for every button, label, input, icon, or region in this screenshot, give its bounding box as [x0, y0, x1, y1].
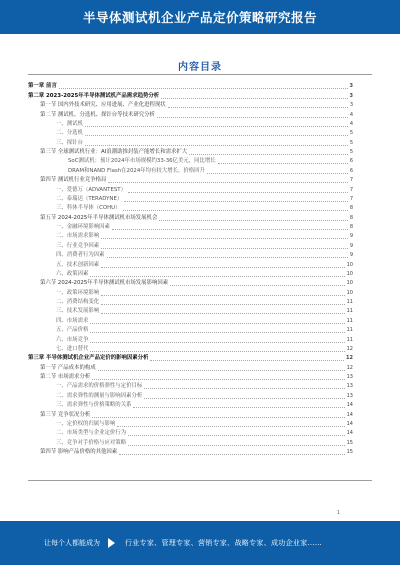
toc-leader-dots [101, 248, 348, 249]
toc-leader-dots [144, 398, 344, 399]
toc-entry[interactable] [28, 382, 353, 391]
toc-entry-page: 12 [346, 355, 353, 362]
toc-entry[interactable] [28, 391, 353, 400]
toc-entry[interactable] [28, 448, 353, 457]
toc-entry-label: 三、技术发展影响 [56, 308, 100, 315]
toc-leader-dots [157, 117, 348, 118]
toc-entry-label: 第四节 测试机行业竞争格局 [40, 177, 107, 184]
toc-leader-dots [123, 210, 348, 211]
toc-entry-page: 10 [346, 270, 353, 277]
toc-entry-page: 6 [349, 167, 353, 174]
toc-entry-page: 14 [346, 420, 353, 427]
toc-entry-page: 8 [349, 205, 353, 212]
toc-entry-page: 14 [346, 402, 353, 409]
toc-entry[interactable] [28, 120, 353, 129]
toc-entry[interactable] [28, 260, 353, 269]
toc-leader-dots [117, 426, 344, 427]
toc-leader-dots [101, 295, 344, 296]
toc-entry[interactable] [28, 279, 353, 288]
toc-entry-label: 二、消费结构变化 [56, 299, 100, 305]
toc-leader-dots [124, 201, 348, 202]
toc-entry[interactable] [28, 345, 353, 354]
toc-leader-dots [92, 379, 344, 380]
toc-leader-dots [90, 351, 344, 352]
toc-entry[interactable] [28, 270, 353, 279]
toc-entry-label: 五、产品价格 [56, 327, 89, 334]
toc-entry-label: 三、探针台 [56, 139, 83, 146]
toc-entry-label: 五、技术创新因素 [56, 261, 100, 268]
toc-entry-page: 5 [349, 149, 353, 155]
toc-entry[interactable] [28, 101, 353, 110]
toc-entry[interactable] [28, 157, 353, 166]
toc-entry-page: 11 [346, 336, 353, 343]
toc-heading: 内容目录 [178, 62, 222, 73]
toc-entry[interactable] [28, 438, 353, 447]
toc-entry-label: 二、分选机 [56, 130, 83, 137]
toc-leader-dots [144, 388, 344, 389]
toc-entry-label: 一、金融环境影响因素 [56, 224, 110, 230]
toc-leader-dots [168, 107, 348, 108]
toc-entry-page: 15 [346, 449, 353, 455]
toc-entry-label: 第一章 前言 [28, 83, 57, 90]
toc-entry[interactable] [28, 148, 353, 157]
toc-entry-label: 七、进口替代 [56, 345, 89, 352]
toc-entry[interactable] [28, 91, 353, 100]
toc-top-rule [28, 74, 372, 75]
toc-leader-dots [90, 276, 344, 277]
toc-entry-label: 第一节 国内外技术研究、应用进展、产业化进程现状 [40, 102, 166, 109]
toc-entry-label: 第二节 市场需求分析 [40, 374, 91, 380]
toc-leader-dots [107, 257, 348, 258]
toc-entry-page: 10 [346, 289, 353, 296]
toc-entry-page: 3 [349, 102, 353, 109]
toc-entry-page: 13 [346, 383, 353, 390]
toc-entry-page: 9 [349, 233, 353, 240]
toc-leader-dots [112, 229, 348, 230]
toc-leader-dots [90, 342, 344, 343]
toc-entry[interactable] [28, 232, 353, 241]
toc-leader-dots [90, 323, 344, 324]
toc-entry[interactable] [28, 195, 353, 204]
toc-entry[interactable] [28, 335, 353, 344]
toc-entry[interactable] [28, 307, 353, 316]
toc-entry-page: 14 [346, 411, 353, 418]
toc-leader-dots [170, 285, 344, 286]
toc-entry-page: 15 [346, 439, 353, 446]
toc-bottom-rule [28, 480, 372, 481]
toc-entry-page: 8 [349, 214, 353, 221]
toc-entry[interactable] [28, 138, 353, 147]
toc-entry-page: 4 [349, 111, 353, 118]
toc-entry-label: 一、政策环境影响 [56, 289, 100, 296]
toc-entry-page: 3 [349, 92, 353, 99]
toc-entry-label: 一、定价权的归属与影响 [56, 420, 116, 427]
toc-entry-label: 二、市场需求影响 [56, 233, 100, 240]
toc-entry[interactable] [28, 213, 353, 222]
toc-entry-page: 9 [349, 252, 353, 259]
toc-entry-page: 12 [346, 345, 353, 352]
toc-entry-page: 12 [346, 364, 353, 371]
toc-entry-label: 三、行业竞争因素 [56, 242, 100, 249]
toc-entry-label: 六、政策因素 [56, 270, 89, 277]
footer-lead: 让每个人都能成为 [44, 539, 100, 547]
toc-entry[interactable] [28, 251, 353, 260]
toc-entry-page: 13 [346, 392, 353, 399]
toc-leader-dots [92, 417, 344, 418]
toc-entry-label: 一、测试机 [56, 120, 83, 127]
page-number: 1 [336, 510, 340, 516]
toc-entry[interactable] [28, 354, 353, 363]
toc-entry[interactable] [28, 110, 353, 119]
toc-entry[interactable] [28, 204, 353, 213]
report-header-bar [0, 0, 400, 34]
toc-entry-page: 7 [349, 195, 353, 202]
toc-entry-label: 第二章 2023-2025年半导体测试机产品需求趋势分析 [28, 92, 160, 99]
toc-entry-page: 13 [346, 374, 353, 380]
toc-entry[interactable] [28, 326, 353, 335]
toc-entry-page: 5 [349, 139, 353, 146]
toc-leader-dots [161, 98, 347, 99]
toc-entry-page: 3 [349, 83, 353, 90]
toc-page [0, 34, 400, 521]
toc-entry-label: 第三章 半导体测试机企业产品定价的影响因素分析 [28, 355, 149, 362]
toc-entry-label: 一、产品需求的价格弹性与定价目标 [56, 383, 143, 390]
toc-leader-dots [101, 238, 348, 239]
toc-entry-label: SoC测试机：预计2024年市场规模约33-36亿美元，同比增长 [68, 158, 216, 165]
toc-leader-dots [150, 360, 344, 361]
toc-leader-dots [119, 454, 344, 455]
toc-entry-label: 第二节 测试机、分选机、探针台等技术研究分析 [40, 111, 155, 118]
toc-entry[interactable] [28, 298, 353, 307]
toc-leader-dots [218, 163, 348, 164]
toc-entry[interactable] [28, 363, 353, 372]
toc-entry-label: DRAM和NAND Flash在2024年均有较大增长，价格回升 [68, 167, 205, 174]
toc-entry-page: 7 [349, 177, 353, 184]
toc-entry-label: 四、市场需求 [56, 317, 89, 324]
toc-leader-dots [90, 332, 344, 333]
toc-entry[interactable] [28, 316, 353, 325]
toc-entry[interactable] [28, 82, 353, 91]
toc-entry[interactable] [28, 410, 353, 419]
toc-entry-label: 第四节 影响产品价格的其他因素 [40, 449, 118, 455]
toc-entry[interactable] [28, 176, 353, 185]
toc-entry-label: 三、科休半导体（COHU） [56, 205, 121, 212]
toc-entry[interactable] [28, 429, 353, 438]
toc-entry-page: 10 [346, 280, 353, 287]
toc-entry-label: 第五节 2024-2025年半导体测试机市场发展机会 [40, 214, 158, 221]
toc-leader-dots [85, 126, 348, 127]
toc-leader-dots [128, 445, 345, 446]
toc-entry[interactable] [28, 241, 353, 250]
footer-bar [0, 521, 400, 565]
toc-entry[interactable] [28, 223, 353, 232]
toc-leader-dots [128, 192, 348, 193]
toc-entry-page: 4 [349, 120, 353, 127]
toc-leader-dots [108, 182, 347, 183]
toc-leader-dots [59, 88, 348, 89]
toc-entry-page: 11 [346, 317, 353, 324]
toc-entry-label: 六、市场竞争 [56, 336, 89, 343]
toc-entry-page: 6 [349, 158, 353, 165]
toc-leader-dots [101, 267, 344, 268]
toc-entry-page: 11 [346, 299, 353, 305]
toc-entry-page: 11 [346, 327, 353, 334]
toc-entry-label: 第六节 2024-2025年半导体测试机市场发展影响因素 [40, 280, 169, 287]
toc-entry[interactable] [28, 185, 353, 194]
toc-entry-page: 11 [346, 308, 353, 315]
toc-leader-dots [101, 313, 344, 314]
toc-leader-dots [128, 435, 345, 436]
toc-entry-label: 二、泰瑞达（TERADYNE） [56, 195, 123, 202]
toc-entry-label: 一、爱德万（ADVANTEST） [56, 186, 126, 193]
toc-entry[interactable] [28, 420, 353, 429]
toc-leader-dots [85, 145, 348, 146]
toc-entry-label: 第三节 竞争状况分析 [40, 411, 91, 418]
toc-leader-dots [207, 173, 348, 174]
toc-leader-dots [159, 220, 347, 221]
toc-entry-label: 第三节 全球测试机行业：AI浪潮助推封装产能增长和需求扩大 [40, 149, 188, 155]
toc-entry[interactable] [28, 373, 353, 382]
toc-entry-label: 三、需求弹性与价格策略的关系 [56, 402, 132, 409]
toc-leader-dots [133, 407, 344, 408]
toc-entry-page: 7 [349, 186, 353, 193]
toc-entry-page: 5 [349, 130, 353, 137]
toc-entry[interactable] [28, 166, 353, 175]
toc-entry[interactable] [28, 129, 353, 138]
toc-leader-dots [85, 135, 348, 136]
toc-entry-label: 二、市场类型与企业定价行为 [56, 430, 127, 437]
report-title: 半导体测试机企业产品定价策略研究报告 [82, 10, 317, 25]
toc-entry[interactable] [28, 288, 353, 297]
footer-tagline: 行业专家、管理专家、营销专家、战略专家、成功企业家…… [125, 539, 323, 547]
toc-entry[interactable] [28, 401, 353, 410]
table-of-contents [28, 82, 353, 457]
toc-entry-page: 8 [349, 224, 353, 230]
toc-entry-label: 第一节 产品成本的构成 [40, 364, 96, 371]
toc-entry-page: 14 [346, 430, 353, 437]
toc-leader-dots [189, 154, 348, 155]
toc-entry-label: 二、需求弹性的测量与影响因素分析 [56, 392, 143, 399]
toc-leader-dots [98, 370, 345, 371]
toc-leader-dots [101, 304, 344, 305]
toc-entry-label: 三、竞争对手价格与应对策略 [56, 439, 127, 446]
toc-entry-label: 四、消费者行为因素 [56, 252, 105, 259]
toc-entry-page: 10 [346, 261, 353, 268]
arrow-right-icon [108, 538, 115, 548]
toc-entry-page: 9 [349, 242, 353, 249]
